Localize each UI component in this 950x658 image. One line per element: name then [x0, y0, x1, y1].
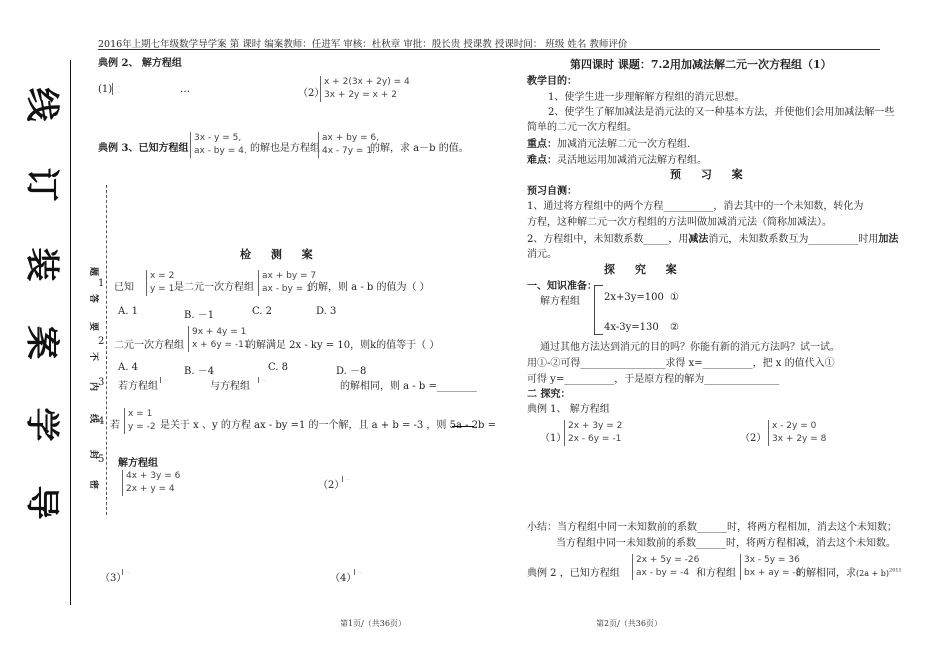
equation-2-number: ② — [670, 322, 679, 333]
right-example1-part2-system: x - 2y = 0 3x + 2y = 8 — [768, 420, 826, 446]
q2-option-d: D. －8 — [336, 366, 367, 377]
lesson-title: 第四课时 课题：7.2用加减法解二元一次方程组（1） — [570, 58, 832, 71]
seal-char: 题 — [88, 266, 99, 277]
preview-q2-line1: 2、方程组中，未知数系数_____，用减法消元，未知数系数互为__________时用加法 — [527, 234, 899, 245]
seal-char: 要 — [88, 321, 99, 332]
seal-char: 内 — [88, 381, 99, 392]
q2-system: 9x + 4y = 1 x + 6y = -11 — [188, 326, 250, 352]
binding-char: 装 — [21, 247, 62, 282]
right-example2-mid: 和方程组 — [696, 568, 736, 579]
equation-2: 4x-3y=130 — [604, 322, 659, 333]
fill-step-1: 用①-②可得_________________求得 x=__________，把 x 的值代入① — [527, 358, 835, 369]
right-example2-intro: 典例 2 ，已知方程组 — [527, 568, 620, 579]
q4-text-b: 是关于 x 、y 的方程 ax - by =1 的一个解，且 a + b = -3 ，则 5a - 2b = — [160, 420, 496, 431]
q2-number: 2 — [98, 336, 105, 347]
example3-mid: 的解也是方程组 — [250, 143, 320, 154]
summary-line-1: 小结：当方程组中同一未知数前的系数______时，将两方程相加，消去这个未知数； — [527, 522, 897, 533]
q1-option-d: D. 3 — [316, 306, 337, 317]
page-header: 2016年上期七年级数学导学案 第 课时 编案教师：任进军 审核：杜秋章 审批：殷长贵 授课教 授课时间： 班级 姓名 教师评价 — [98, 39, 628, 50]
binding-char: 案 — [21, 325, 62, 360]
right-example2-tail: 的解相同，求$(2a + b)^{2011}$ — [796, 567, 902, 579]
q3-number: 3 — [98, 377, 105, 388]
binding-solid-line — [70, 60, 71, 605]
q4-text-a: 若 — [110, 420, 120, 431]
q3-text-b: 与方程组 — [210, 381, 250, 392]
explore-label: 二 探究： — [527, 389, 571, 400]
q2-option-b: B. －4 — [184, 366, 215, 377]
q1-text-a: 已知 — [114, 282, 134, 293]
q4-answer-blank[interactable] — [452, 416, 474, 427]
seal-char: 答 — [88, 293, 99, 304]
difficult-point: 难点：灵活地运用加减消元法解方程组。 — [527, 155, 707, 166]
goal-1: 1、使学生进一步理解解方程组的消元思想。 — [548, 92, 745, 103]
example3-system1: 3x - y = 5, ax - by = 4. — [190, 132, 247, 158]
goals-label: 教学目的： — [527, 76, 577, 87]
q1-text-b: 是二元一次方程组 — [174, 282, 254, 293]
seal-char: 线 — [88, 413, 99, 424]
preview-q1-line1: 1、通过将方程组中的两个方程__________，消去其中的一个未知数，转化为 — [527, 201, 864, 212]
example2-part1-system: … … — [112, 83, 120, 95]
binding-dashed-line — [106, 185, 107, 515]
right-example2-system1: 2x + 5y = -26 ax - by = -4 — [632, 554, 699, 580]
q5-part4-label: （4） — [330, 573, 357, 584]
summary-line-2: 当方程组中同一未知数前的系数______时，将两方程相减，消去这个未知数。 — [556, 538, 896, 549]
key-point: 重点：加减消元法解二元一次方程组. — [527, 139, 691, 150]
test-section-heading: 检 测 案 — [240, 248, 321, 261]
q5-part3-system: … — [122, 569, 130, 575]
right-example2-system2: 3x - 5y = 36 bx + ay = -8 — [740, 554, 801, 580]
example2-part1-label: (1) — [98, 84, 113, 95]
preview-q1-line2: 方程，这种解二元一次方程组的方法叫做加减消元法（简称加减法）。 — [527, 217, 832, 228]
q1-number: 1 — [98, 278, 105, 289]
seal-char: 密 — [88, 479, 99, 490]
example3-system2: ax + by = 6, 4x - 7y = 1. — [318, 132, 379, 158]
binding-char: 学 — [21, 407, 62, 442]
example2-part2-label: （2） — [298, 88, 325, 99]
example2-part1-tail: … — [180, 84, 190, 95]
q5-title: 解方程组 — [118, 458, 158, 469]
q1-option-a: A. 1 — [118, 306, 138, 317]
q1-option-c: C. 2 — [252, 306, 273, 317]
q2-option-c: C. 8 — [268, 362, 289, 373]
q5-part4-system: … — [354, 569, 362, 575]
q5-number: 5 — [98, 454, 105, 465]
q5-part1-system: 4x + 3y = 6 2x + y = 4 — [122, 470, 180, 496]
q1-option-b: B. －1 — [184, 310, 215, 321]
equation-1-number: ① — [670, 292, 679, 303]
q3-text-a: 若方程组 — [118, 381, 158, 392]
page-footer-right: 第2页/（共36页） — [596, 619, 662, 628]
q1-system1: x = 2 y = 1 — [146, 270, 174, 296]
page-footer-left: 第1页/（共36页） — [340, 619, 406, 628]
example3-line — [98, 139, 188, 154]
example3-intro: 典例 3、已知方程组 — [98, 143, 189, 154]
example2-part2-system: x + 2(3x + 2y) = 4 3x + 2y = x + 2 — [320, 76, 410, 102]
q2-text-b: 的解满足 2x - ky = 10，则k的值等于（ ） — [246, 340, 440, 351]
system-brace — [594, 285, 603, 335]
q5-part2-system: … — [342, 476, 350, 482]
preview-section-heading: 预 习 案 — [670, 168, 751, 181]
goal-2a: 2、使学生了解加减法是消元法的又一种基本方法，并使他们会用加减法解一些 — [548, 107, 895, 118]
q5-part2-label: （2） — [318, 480, 345, 491]
q1-text-c: 的解，则 a - b 的值为（ ） — [308, 282, 430, 293]
q5-part3-label: （3） — [100, 573, 127, 584]
q4-number: 4 — [98, 416, 105, 427]
right-example1-part2-label: （2） — [740, 433, 767, 444]
seal-char: 不 — [88, 351, 99, 362]
example3-tail: 的解，求 a－b 的值。 — [370, 143, 469, 154]
seal-char: 封 — [88, 449, 99, 460]
explore-section-heading: 探 究 案 — [604, 263, 685, 276]
q2-text-a: 二元一次方程组 — [114, 340, 184, 351]
solve-system-label: 解方程组 — [540, 296, 580, 307]
right-example1-part1-label: （1） — [540, 433, 567, 444]
binding-char: 导 — [21, 485, 62, 520]
header-rule — [98, 49, 880, 50]
self-test-label: 预习自测： — [527, 186, 577, 197]
q4-system: x = 1 y = -2 — [124, 408, 156, 434]
binding-char: 线 — [21, 87, 62, 122]
q2-option-a: A. 4 — [118, 362, 138, 373]
other-method-question: 通过其他方法达到消元的目的吗？你能有新的消元方法吗？试一试。 — [540, 342, 840, 353]
equation-1: 2x+3y=100 — [604, 292, 664, 303]
right-example1-title: 典例 1、 解方程组 — [527, 404, 610, 415]
goal-2b: 简单的二元一次方程组。 — [527, 122, 637, 133]
fill-step-2: 可得 y=__________，于是原方程的解为_______________ — [527, 374, 780, 385]
example2-title: 典例 2、 解方程组 — [98, 58, 182, 69]
q3-text-c: 的解相同，则 a - b =________ — [340, 381, 477, 392]
binding-char: 订 — [21, 167, 62, 202]
knowledge-prep: 一、知识准备： — [527, 281, 597, 292]
q1-system2: ax + by = 7 ax - by = 1 — [258, 270, 316, 296]
right-example1-part1-system: 2x + 3y = 2 2x - 6y = -1 — [564, 420, 622, 446]
preview-q2-line2: 消元。 — [527, 249, 557, 260]
q3-system2: … — [258, 377, 266, 383]
q3-system1: … — [160, 377, 168, 383]
